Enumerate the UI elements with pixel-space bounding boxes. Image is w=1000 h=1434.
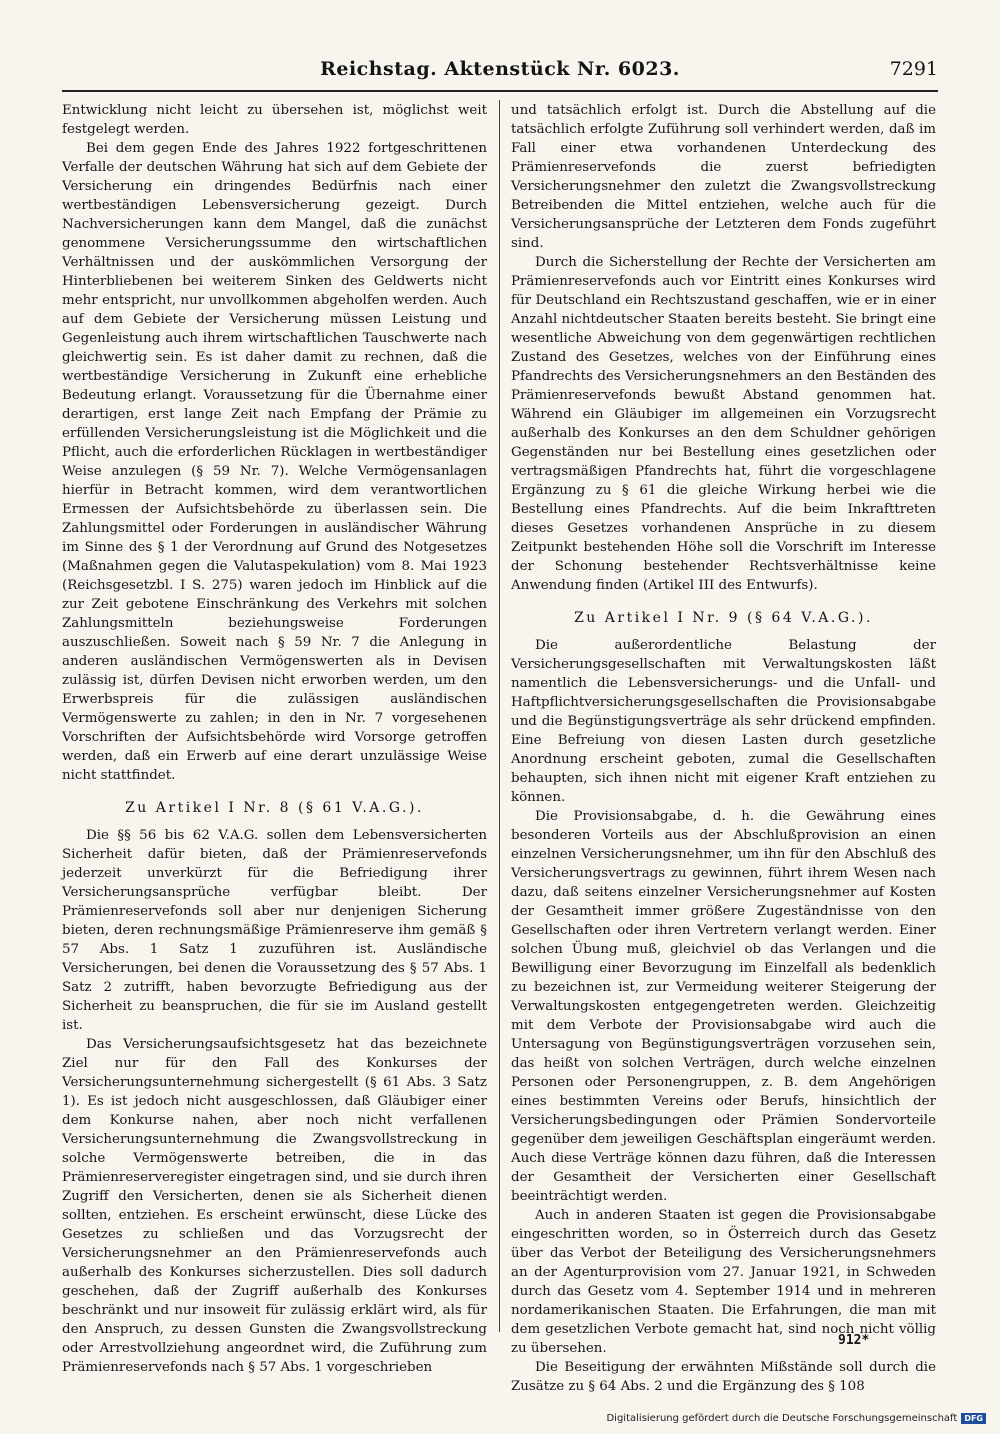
right-column	[511, 101, 936, 1396]
left-column	[62, 101, 487, 1377]
paragraph: Die §§ 56 bis 62 V.A.G. sollen dem Lebensversicherten Sicherheit dafür bieten, daß der Prämienreservefonds jederzeit unverkürzt für die Befriedigung ihrer Versicherungsansprüche verfügbar bleibt. Der Prämienreservefonds soll aber nur denjenigen Sicherung bieten, deren rechnungsmäßige Prämienreserve ihm gemäß § 57 Abs. 1 Satz 1 zuzuführen ist. Ausländische Versicherungen, bei denen die Voraussetzung des § 57 Abs. 1 Satz 2 zutrifft, haben bevorzugte Befriedigung aus der Sicherheit zu beanspruchen, die für sie im Ausland gestellt ist.	[62, 828, 487, 1033]
dfg-logo: DFG	[961, 1413, 986, 1424]
column-divider	[499, 100, 500, 1332]
page-number: 7291	[889, 58, 938, 80]
paragraph: Durch die Sicherstellung der Rechte der Versicherten am Prämienreservefonds auch vor Eintritt eines Konkurses wird für Deutschland ein Rechtszustand geschaffen, wie er in einer Anzahl nichtdeutscher Staaten bereits besteht. Sie bringt eine wesentliche Abweichung von dem gegenwärtigen rechtlichen Zustand des Gesetzes, welches von der Einführung eines Pfandrechts des Versicherungsnehmers an den Beständen des Prämienreservefonds bewußt Abstand genommen hat. Während ein Gläubiger im allgemeinen ein Vorzugsrecht außerhalb des Konkurses an den dem Schuldner gehörigen Gegenständen nur bei Bestellung eines gesetzlichen oder vertragsmäßigen Pfandrechts hat, führt die vorgeschlagene Ergänzung zu § 61 die gleiche Wirkung herbei wie die Bestellung eines Pfandrechts. Auf die beim Inkrafttreten dieses Gesetzes vorhandenen Ansprüche in zu diesem Zeitpunkt bestehenden Höhe soll die Vorschrift im Interesse der Schonung bestehender Rechtsverhältnisse keine Anwendung finden (Artikel III des Entwurfs).	[511, 255, 936, 593]
paragraph: Das Versicherungsaufsichtsgesetz hat das bezeichnete Ziel nur für den Fall des Konkurses der Versicherungsunternehmung sichergestellt (§ 61 Abs. 3 Satz 1). Es ist jedoch nicht ausgeschlossen, daß Gläubiger einer dem Konkurse nahen, aber noch nicht verfallenen Versicherungsunternehmung die Zwangsvollstreckung in solche Vermögenswerte betreiben, die in das Prämienreserveregister eingetragen sind, und sie durch ihren Zugriff den Versicherten, denen sie als Sicherheit dienen sollten, entziehen. Es erscheint erwünscht, diese Lücke des Gesetzes zu schließen und das Vorzugsrecht der Versicherungsnehmer an den Prämienreservefonds auch außerhalb des Konkurses sicherzustellen. Dies soll dadurch geschehen, daß der Zugriff außerhalb des Konkurses beschränkt und nur insoweit für zulässig erklärt wird, als für den Anspruch, zu dessen Gunsten die Zwangsvollstreckung oder Arrestvollziehung angeordnet wird, die Zuführung zum Prämienreservefonds nach § 57 Abs. 1 vorgeschrieben	[62, 1037, 487, 1375]
footer-text: Digitalisierung gefördert durch die Deutsche Forschungsgemeinschaft	[606, 1413, 958, 1424]
section-heading: Zu Artikel I Nr. 9 (§ 64 V.A.G.).	[574, 610, 873, 626]
paragraph: Die außerordentliche Belastung der Versicherungsgesellschaften mit Verwaltungskosten läßt namentlich die Lebensversicherungs- und die Unfall- und Haftpflichtversicherungsgesellschaften die Provisionsabgabe und die Begünstigungsverträge als sehr drückend empfinden. Eine Befreiung von diesen Lasten durch gesetzliche Anordnung erscheint geboten, zumal die Gesellschaften behaupten, sich ihnen nicht mit eigener Kraft entziehen zu können.	[511, 638, 936, 805]
paragraph: und tatsächlich erfolgt ist. Durch die Abstellung auf die tatsächlich erfolgte Zuführung soll verhindert werden, daß im Fall einer etwa vorhandenen Unterdeckung des Prämienreservefonds die zuerst befriedigten Versicherungsnehmer den zuletzt die Zwangsvollstreckung Betreibenden die Mittel entziehen, welche auch für die Versicherungsansprüche der Letzteren dem Fonds zugeführt sind.	[511, 103, 936, 251]
signature-mark: 912*	[838, 1333, 870, 1348]
page-header	[62, 58, 938, 92]
paragraph: Bei dem gegen Ende des Jahres 1922 fortgeschrittenen Verfalle der deutschen Währung hat sich auf dem Gebiete der Versicherung ein dringendes Bedürfnis nach einer wertbeständigen Lebensversicherung gezeigt. Durch Nachversicherungen kann dem Mangel, daß die zunächst genommene Versicherungssumme den wirtschaftlichen Verhältnissen und der auskömmlichen Versorgung der Hinterbliebenen bei weiterem Sinken des Geldwerts nicht mehr entspricht, nur unvollkommen abgeholfen werden. Auch auf dem Gebiete der Versicherung müssen Leistung und Gegenleistung auch ihrem wirtschaftlichen Tauschwerte nach gleichwertig sein. Es ist daher damit zu rechnen, daß die wertbeständige Versicherung in Zukunft eine erhebliche Bedeutung erlangt. Voraussetzung für die Übernahme einer derartigen, erst lange Zeit nach Empfang der Prämie zu erfüllenden Versicherungsleistung ist die Möglichkeit und die Pflicht, auch die erforderlichen Rücklagen in wertbeständiger Weise anzulegen (§ 59 Nr. 7). Welche Vermögensanlagen hierfür in Betracht kommen, wird dem verantwortlichen Ermessen der Aufsichtsbehörde zu überlassen sein. Die Zahlungsmittel oder Forderungen in ausländischer Währung im Sinne des § 1 der Verordnung auf Grund des Notgesetzes (Maßnahmen gegen die Valutaspekulation) vom 8. Mai 1923 (Reichsgesetzbl. I S. 275) waren jedoch im Hinblick auf die zur Zeit gebotene Einschränkung des Verkehrs mit solchen Zahlungsmitteln beziehungsweise Forderungen auszuschließen. Soweit nach § 59 Nr. 7 die Anlegung in anderen ausländischen Vermögenswerten als in Devisen zulässig ist, dürfen Devisen nicht erworben werden, um den Erwerbspreis für die zulässigen ausländischen Vermögenswerte zu zahlen; in den in Nr. 7 vorgesehenen Vorschriften der Aufsichtsbehörde wird Vorsorge getroffen werden, daß ein Erwerb auf eine derart unzulässige Weise nicht stattfindet.	[62, 141, 487, 783]
paragraph: Die Beseitigung der erwähnten Mißstände soll durch die Zusätze zu § 64 Abs. 2 und die Ergänzung des § 108	[511, 1360, 936, 1394]
section-heading: Zu Artikel I Nr. 8 (§ 61 V.A.G.).	[125, 800, 424, 816]
paragraph: Die Provisionsabgabe, d. h. die Gewährung eines besonderen Vorteils aus der Abschlußprovision an einen einzelnen Versicherungsnehmer, um ihn für den Abschluß des Versicherungsvertrags zu gewinnen, führt ihrem Wesen nach dazu, daß seitens einzelner Versicherungsnehmer auf Kosten der Gesamtheit immer größere Zugeständnisse von den Gesellschaften oder ihren Vertretern verlangt werden. Einer solchen Übung muß, gleichviel ob das Verlangen und die Bewilligung einer Bevorzugung im Einzelfall als bedenklich zu bezeichnen ist, zur Vermeidung weiterer Steigerung der Verwaltungskosten entgegengetreten werden. Gleichzeitig mit dem Verbote der Provisionsabgabe wird auch die Untersagung von Begünstigungsverträgen vorzusehen sein, das heißt von solchen Verträgen, durch welche einzelnen Personen oder Personengruppen, z. B. dem Angehörigen eines bestimmten Vereins oder Berufs, hinsichtlich der Versicherungsbedingungen oder Prämien Sondervorteile gegenüber dem jeweiligen Geschäftsplan eingeräumt werden. Auch diese Verträge können dazu führen, daß die Interessen der Gesamtheit der Versicherten einer Gesellschaft beeinträchtigt werden.	[511, 809, 936, 1204]
paragraph: Entwicklung nicht leicht zu übersehen ist, möglichst weit festgelegt werden.	[62, 103, 487, 137]
footer	[606, 1413, 986, 1424]
paragraph: Auch in anderen Staaten ist gegen die Provisionsabgabe eingeschritten worden, so in Österreich durch das Gesetz über das Verbot der Beteiligung des Versicherungsnehmers an der Agenturprovision vom 27. Januar 1921, in Schweden durch das Gesetz vom 4. September 1914 und in mehreren nordamerikanischen Staaten. Die Erfahrungen, die man mit dem gesetzlichen Verbote gemacht hat, sind noch nicht völlig zu übersehen.	[511, 1208, 936, 1356]
running-title: Reichstag. Aktenstück Nr. 6023.	[320, 58, 680, 80]
